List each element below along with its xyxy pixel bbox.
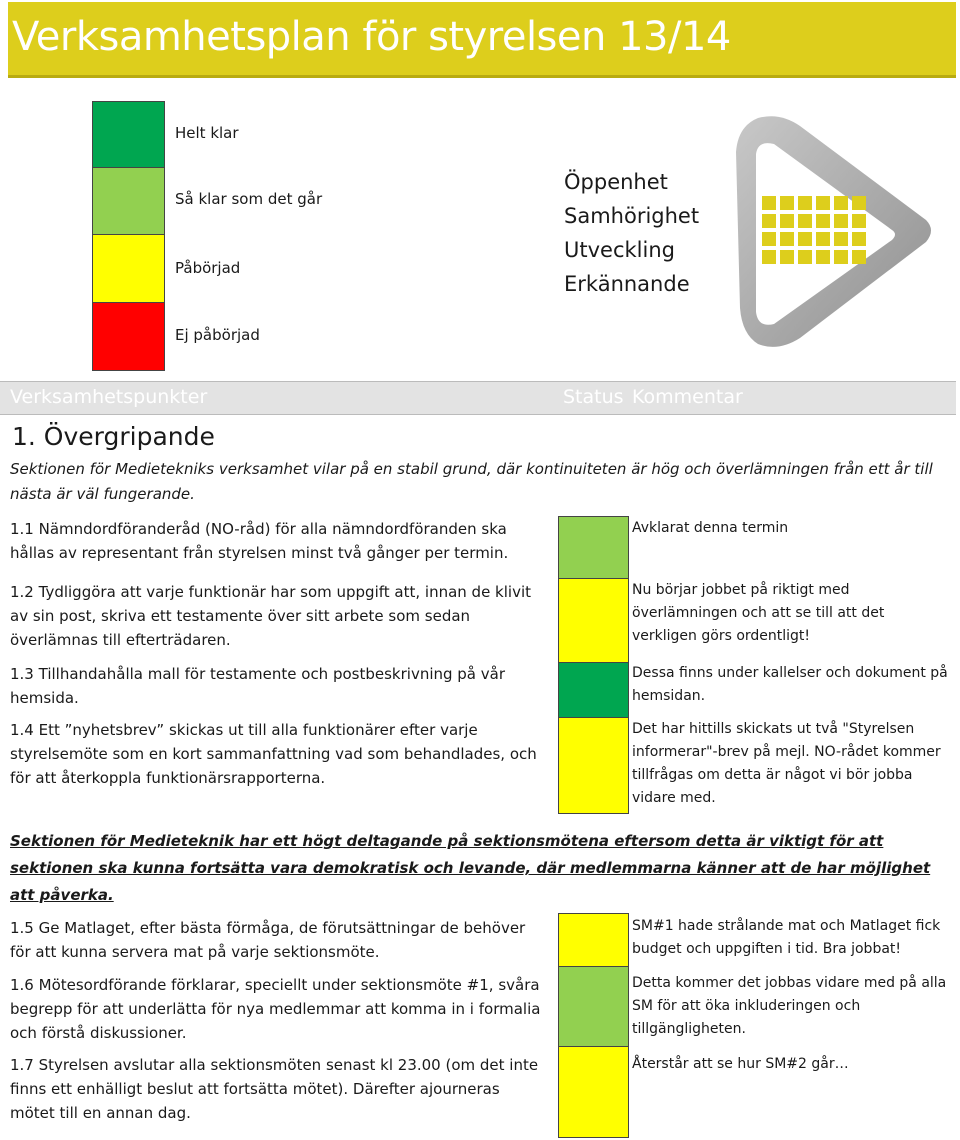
status-box-1-5 xyxy=(558,913,629,967)
status-box-1-2 xyxy=(558,578,629,663)
comment-1-5: SM#1 hade strålande mat och Matlaget fick budget och uppgiften i tid. Bra jobbat! xyxy=(632,918,941,957)
header-points: Verksamhetspunkter xyxy=(10,386,208,408)
item-1-6: 1.6 Mötesordförande förklarar, speciellt under sektionsmöte #1, svåra begrepp för att underlätta för nya medlemmar att komma in i formalia och förstå diskussioner. xyxy=(10,976,541,1042)
legend-swatch-helt-klar xyxy=(92,101,165,168)
value-oppenhet: Öppenhet xyxy=(564,170,668,194)
legend-label-sa-klar: Så klar som det går xyxy=(175,190,323,208)
section-title: 1. Övergripande xyxy=(12,422,215,451)
goal-text-2: Sektionen för Medieteknik har ett högt deltagande på sektionsmötena eftersom detta är viktigt för att sektionen ska kunna fortsätta vara demokratisk och levande, där medlemmarna känner att de har möjlighet att påverka. xyxy=(10,832,931,904)
item-1-1: 1.1 Nämndordföranderåd (NO-råd) för alla nämndordföranden ska hållas av representant från styrelsen minst två gånger per termin. xyxy=(10,520,509,562)
value-utveckling: Utveckling xyxy=(564,238,675,262)
legend-swatch-ej-paborjad xyxy=(92,302,165,371)
page-title: Verksamhetsplan för styrelsen 13/14 xyxy=(12,14,731,60)
value-erkannande: Erkännande xyxy=(564,272,690,296)
legend-label-helt-klar: Helt klar xyxy=(175,124,239,142)
item-1-5: 1.5 Ge Matlaget, efter bästa förmåga, de förutsättningar de behöver för att kunna servera mat på varje sektionsmöte. xyxy=(10,919,526,961)
comment-1-3: Dessa finns under kallelser och dokument på hemsidan. xyxy=(632,665,948,704)
header-status: Status xyxy=(563,386,624,408)
item-1-7: 1.7 Styrelsen avslutar alla sektionsmöten senast kl 23.00 (om det inte finns ett enhälligt beslut att fortsätta mötet). Därefter ajourneras mötet till en annan dag. xyxy=(10,1056,539,1122)
legend-swatch-paborjad xyxy=(92,234,165,303)
item-1-3: 1.3 Tillhandahålla mall för testamente och postbeskrivning på vår hemsida. xyxy=(10,665,506,707)
status-box-1-3 xyxy=(558,662,629,718)
grid-triangle-logo xyxy=(722,112,936,352)
status-box-1-6 xyxy=(558,966,629,1047)
goal-text-1: Sektionen för Medietekniks verksamhet vilar på en stabil grund, där kontinuiteten är hög och överlämningen från ett år till nästa är väl fungerande. xyxy=(10,460,933,503)
comment-1-6: Detta kommer det jobbas vidare med på alla SM för att öka inkluderingen och tillgängligheten. xyxy=(632,975,947,1037)
header-comment: Kommentar xyxy=(632,386,743,408)
status-box-1-7 xyxy=(558,1046,629,1138)
item-1-4: 1.4 Ett ”nyhetsbrev” skickas ut till alla funktionärer efter varje styrelsemöte som en kort sammanfattning vad som behandlades, och för att återkoppla funktionärsrapporterna. xyxy=(10,721,537,787)
status-box-1-1 xyxy=(558,516,629,579)
legend-swatch-sa-klar xyxy=(92,167,165,235)
comment-1-4: Det har hittills skickats ut två "Styrelsen informerar"-brev på mejl. NO-rådet kommer tillfrågas om detta är något vi bör jobba vidare med. xyxy=(632,721,941,806)
status-box-1-4 xyxy=(558,717,629,814)
value-samhorighet: Samhörighet xyxy=(564,204,700,228)
comment-1-7: Återstår att se hur SM#2 går… xyxy=(632,1056,849,1072)
comment-1-2: Nu börjar jobbet på riktigt med överlämningen och att se till att det verkligen görs ordentligt! xyxy=(632,582,885,644)
item-1-2: 1.2 Tydliggöra att varje funktionär har som uppgift att, innan de klivit av sin post, skriva ett testamente över sitt arbete som sedan överlämnas till efterträdaren. xyxy=(10,583,532,649)
legend-label-ej-paborjad: Ej påbörjad xyxy=(175,326,260,344)
legend-label-paborjad: Påbörjad xyxy=(175,259,241,277)
comment-1-1: Avklarat denna termin xyxy=(632,520,789,536)
